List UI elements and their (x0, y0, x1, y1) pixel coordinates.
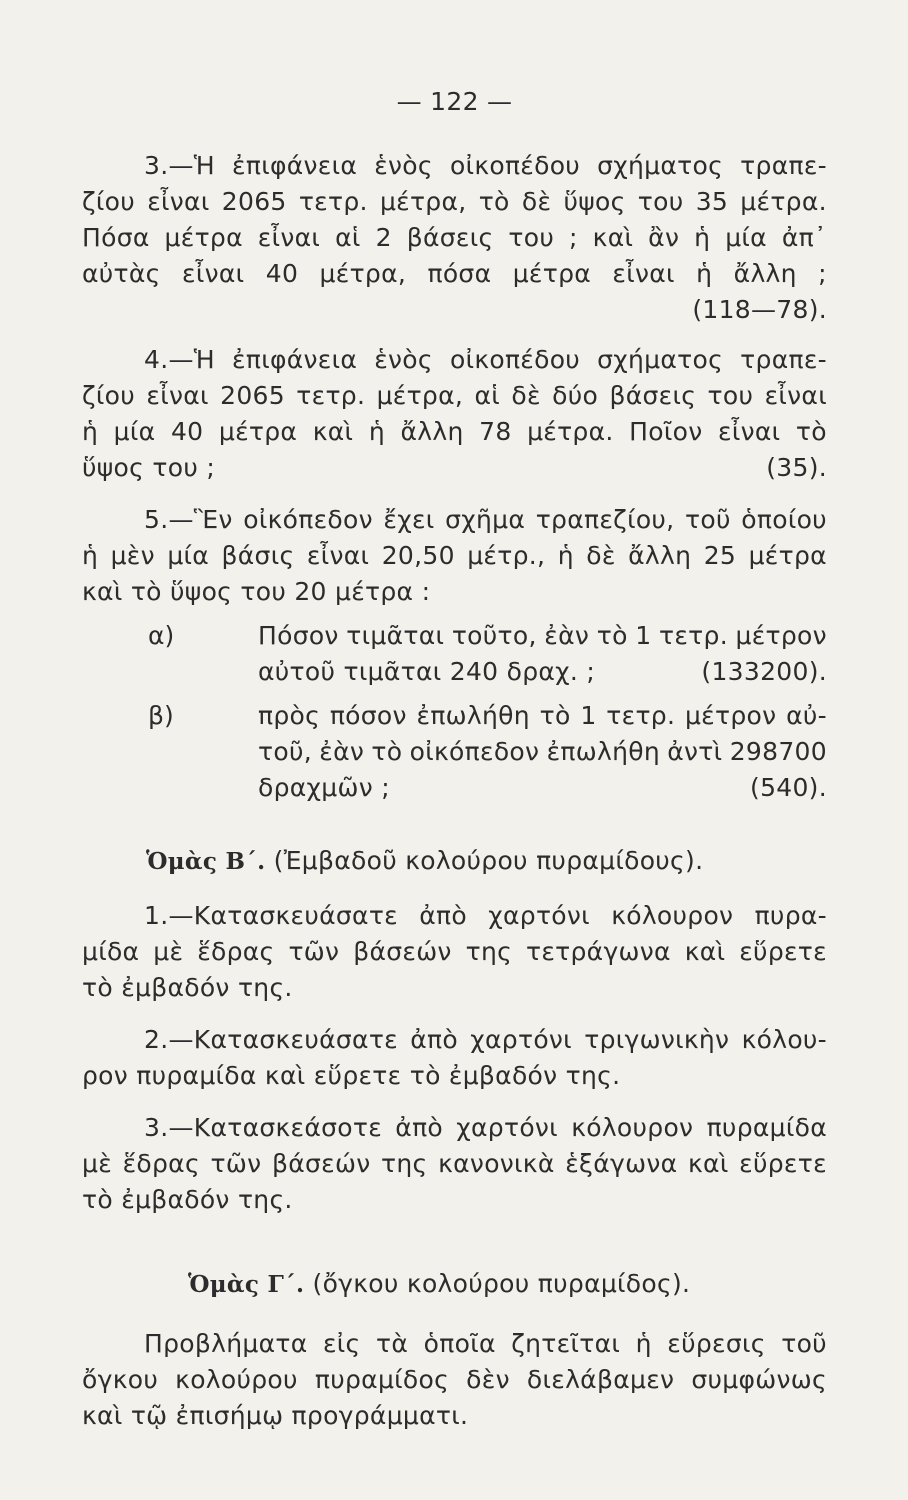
word: ἀπὸ (410, 1025, 458, 1054)
word: 35 (695, 187, 729, 216)
group-b-problem-1-line-2 (82, 934, 827, 970)
problem-5-line-2 (82, 538, 827, 574)
word: του (508, 223, 555, 252)
word: ὁποίου (741, 505, 827, 534)
word: μέτρα (748, 541, 827, 570)
problem-5a-line-2 (258, 654, 827, 690)
word: αὐτὰς (82, 259, 161, 288)
problem-4-answer: (35). (766, 453, 827, 482)
word: οἰκοπέδου (449, 345, 581, 374)
word: 25 (703, 541, 737, 570)
group-b-subtitle: (Ἐμβαδοῦ κολούρου πυραμίδους). (273, 846, 704, 875)
word: μέτρ., (467, 541, 546, 570)
word: εὕρεσις (667, 1329, 766, 1358)
word: μέτρα (218, 417, 298, 446)
word: κολούρου (175, 1365, 298, 1394)
word: 2.—Κατασκευάσατε (144, 1025, 398, 1054)
word: ζίου (82, 381, 136, 410)
problem-5a-text: αὐτοῦ τιμᾶται 240 δραχ. ; (258, 657, 596, 686)
problem-5b-line-2 (258, 734, 827, 770)
word: ἑξάγωνα (565, 1149, 678, 1178)
group-b-problem-1-line-3: τὸ ἐμβαδόν της. (82, 973, 293, 1002)
word: της (465, 937, 513, 966)
problem-3-line-2 (82, 184, 827, 220)
word: εὕρετε (739, 1149, 827, 1178)
word: χαρτόνι (488, 901, 590, 930)
problem-4-line-4 (82, 450, 827, 486)
word: τῶν (210, 1149, 262, 1178)
problem-5-line-1 (82, 502, 827, 538)
word: κόλουρον (571, 1113, 694, 1142)
word: τῶν (288, 937, 340, 966)
word: ὕψος (563, 187, 626, 216)
word: ζητεῖται (511, 1329, 621, 1358)
word: ἡ (82, 417, 99, 446)
word: τετράγωνα (526, 937, 671, 966)
problem-5-line-3: καὶ τὸ ὕψος του 20 μέτρα : (82, 577, 431, 606)
word: καὶ (684, 937, 726, 966)
problem-5a-label: α) (148, 621, 175, 650)
word: τὰ (376, 1329, 409, 1358)
word: δὲν (466, 1365, 510, 1394)
word: οἰκόπεδον (243, 505, 373, 534)
problem-4-line-3 (82, 414, 827, 450)
problem-5a-line-1 (258, 618, 827, 654)
word: πυρα- (754, 901, 827, 930)
word: ἂν (648, 223, 680, 252)
word: βάσεις (609, 381, 697, 410)
word: ἐὰν (319, 737, 365, 766)
word: 4.—Ἡ (144, 345, 215, 374)
word: δὲ (521, 187, 552, 216)
word: 40 (170, 417, 204, 446)
problem-4-last-text: ὕψος του ; (82, 453, 216, 482)
word: δὲ (586, 541, 616, 570)
word: τοῦ (685, 505, 731, 534)
word: αἱ (335, 223, 361, 252)
problem-5b-text: δραχμῶν ; (258, 773, 390, 802)
word: μὲ (153, 937, 184, 966)
word: ἄλλη (400, 417, 464, 446)
word: μία (113, 417, 156, 446)
problem-3-line-1 (82, 148, 827, 184)
word: ζίου (82, 187, 136, 216)
word: μία (167, 541, 210, 570)
word: 1 (635, 621, 652, 650)
word: ἕδρας (122, 1149, 200, 1178)
word: οἰκοπέδου (449, 151, 581, 180)
word: εἶναι (257, 223, 321, 252)
problem-3-line-4 (82, 256, 827, 292)
word: πρὸς (258, 701, 321, 730)
word: τριγωνικὴν (584, 1025, 730, 1054)
group-b-problem-3-line-1 (82, 1110, 827, 1146)
word: Ποῖον (629, 417, 703, 446)
word: εἶναι (306, 541, 370, 570)
word: ἀντὶ (667, 737, 723, 766)
word: 2065 (220, 381, 285, 410)
problem-5b-label: β) (148, 701, 174, 730)
word: 3.—Ἡ (144, 151, 215, 180)
word: ἡ (694, 223, 711, 252)
word: τετρ. (659, 621, 728, 650)
word: σχήματος (597, 151, 724, 180)
word: τραπεζίου, (535, 505, 675, 534)
group-b-problem-1-line-1 (82, 898, 827, 934)
word: ἐὰν (544, 621, 590, 650)
problem-5b-line-3 (258, 770, 827, 806)
word: μέτρα, (376, 381, 464, 410)
word: 20,50 (381, 541, 455, 570)
word: 78 (479, 417, 512, 446)
word: ἡ (696, 259, 713, 288)
group-b-problem-2-line-2: ρον πυραμίδα καὶ εὕρετε τὸ ἐμβαδόν της. (82, 1061, 621, 1090)
word: ἡ (635, 1329, 652, 1358)
word: τραπε- (740, 151, 827, 180)
word: οἰκόπεδον (409, 737, 540, 766)
group-b-problem-3-line-3: τὸ ἐμβαδόν της. (82, 1185, 293, 1214)
word: εἰς (322, 1329, 361, 1358)
word: μέτρα (512, 259, 592, 288)
word: Πόσα (82, 223, 150, 252)
problem-5a-answer: (133200). (701, 657, 827, 686)
word: μέτρον (684, 701, 777, 730)
word: εἶναι (146, 381, 209, 410)
word: ἐπωλήθη (546, 737, 660, 766)
word: εἶναι (764, 381, 827, 410)
word: πόσα (427, 259, 492, 288)
word: ἄλλη (628, 541, 692, 570)
group-b-title: Ὁμὰς Β΄. (146, 848, 266, 875)
word: μὲν (110, 541, 155, 570)
word: τὸ (478, 187, 510, 216)
word: χαρτόνι (470, 1025, 572, 1054)
word: δύο (552, 381, 599, 410)
word: μέτρα. (527, 417, 614, 446)
word: τετρ. (298, 187, 368, 216)
word: εἶναι (718, 417, 781, 446)
group-c-text-line-1 (82, 1326, 827, 1362)
word: πυραμίδα (706, 1113, 827, 1142)
word: διελάβαμεν (526, 1365, 675, 1394)
group-c-title: Ὁμὰς Γ΄. (188, 1271, 305, 1298)
group-b-problem-2-line-1 (82, 1022, 827, 1058)
word: τραπε- (740, 345, 827, 374)
word: πυραμίδος (314, 1365, 450, 1394)
word: ἐπιφάνεια (232, 345, 358, 374)
group-c-text-line-2 (82, 1362, 827, 1398)
group-b-heading (146, 843, 786, 879)
word: πόσον (329, 701, 407, 730)
word: ἀπὸ (395, 1113, 444, 1142)
word: του (707, 381, 754, 410)
problem-4-line-1 (82, 342, 827, 378)
word: ἄλλη (733, 259, 797, 288)
word: σχῆμα (445, 505, 526, 534)
word: ἡ (557, 541, 574, 570)
word: 3.—Κατασκεάσοτε (144, 1113, 383, 1142)
word: ἑνὸς (374, 345, 433, 374)
word: τὸ (596, 621, 628, 650)
word: μία (725, 223, 767, 252)
word: εἶναι (182, 259, 245, 288)
word: ; (569, 223, 578, 252)
word: τὸ (539, 701, 571, 730)
problem-4-line-2 (82, 378, 827, 414)
word: τιμᾶται (346, 621, 445, 650)
word: κανονικὰ (438, 1149, 555, 1178)
word: 5.—Ἓν (144, 505, 233, 534)
word: τετρ. (296, 381, 366, 410)
word: του (637, 187, 684, 216)
word: ἡ (82, 541, 99, 570)
word: 1.—Κατασκευάσατε (144, 901, 398, 930)
page-number: — 122 — (396, 87, 513, 116)
word: μίδα (82, 937, 140, 966)
word: ἔχει (383, 505, 435, 534)
word: ἐπωλήθη (416, 701, 530, 730)
problem-5b-answer: (540). (750, 773, 827, 802)
word: βάσεών (271, 1149, 371, 1178)
word: κόλου- (741, 1025, 827, 1054)
group-c-text-line-3: καὶ τῷ ἐπισήμῳ προγράμματι. (82, 1401, 469, 1430)
word: μέτρα. (740, 187, 827, 216)
word: καὶ (312, 417, 354, 446)
group-c-heading (188, 1266, 808, 1302)
word: ; (818, 259, 827, 288)
word: μέτρον (735, 621, 827, 650)
word: τὸ (795, 417, 827, 446)
word: τοῦ (781, 1329, 827, 1358)
word: ἐπιφάνεια (232, 151, 358, 180)
word: Προβλήματα (144, 1329, 308, 1358)
word: δὲ (511, 381, 541, 410)
word: της (381, 1149, 428, 1178)
group-c-subtitle: (ὄγκου κολούρου πυραμίδος). (312, 1269, 691, 1298)
word: τοῦτο, (451, 621, 537, 650)
word: αἱ (474, 381, 501, 410)
word: Πόσον (258, 621, 339, 650)
word: βάσις (221, 541, 295, 570)
word: τοῦ, (258, 737, 312, 766)
word: καὶ (592, 223, 634, 252)
word: 2065 (221, 187, 287, 216)
word: μέτρα, (319, 259, 407, 288)
word: μέτρα (164, 223, 243, 252)
word: ἀπὸ (419, 901, 467, 930)
group-b-problem-3-line-2 (82, 1146, 827, 1182)
word: 40 (265, 259, 299, 288)
word: εἶναι (147, 187, 210, 216)
word: ἑνὸς (374, 151, 433, 180)
word: καὶ (688, 1149, 729, 1178)
word: ὁποῖα (423, 1329, 496, 1358)
word: εὕρετε (739, 937, 827, 966)
word: αὐ- (786, 701, 827, 730)
word: ἀπ᾽ (781, 223, 827, 252)
word: χαρτόνι (456, 1113, 558, 1142)
word: βάσεών (353, 937, 452, 966)
word: μὲ (82, 1149, 113, 1178)
word: βάσεις (406, 223, 494, 252)
problem-3-line-3 (82, 220, 827, 256)
word: μέτρα, (379, 187, 467, 216)
word: ὄγκου (82, 1365, 159, 1394)
word: 1 (580, 701, 597, 730)
word: ἡ (368, 417, 385, 446)
word: κόλουρον (611, 901, 734, 930)
word: 2 (375, 223, 392, 252)
word: τὸ (371, 737, 403, 766)
word: συμφώνως (691, 1365, 827, 1394)
word: 298700 (729, 737, 827, 766)
word: σχήματος (597, 345, 724, 374)
problem-5b-line-1 (258, 698, 827, 734)
word: ἕδρας (197, 937, 275, 966)
word: τετρ. (606, 701, 676, 730)
word: εἶναι (612, 259, 675, 288)
problem-3-answer: (118—78). (692, 295, 827, 324)
